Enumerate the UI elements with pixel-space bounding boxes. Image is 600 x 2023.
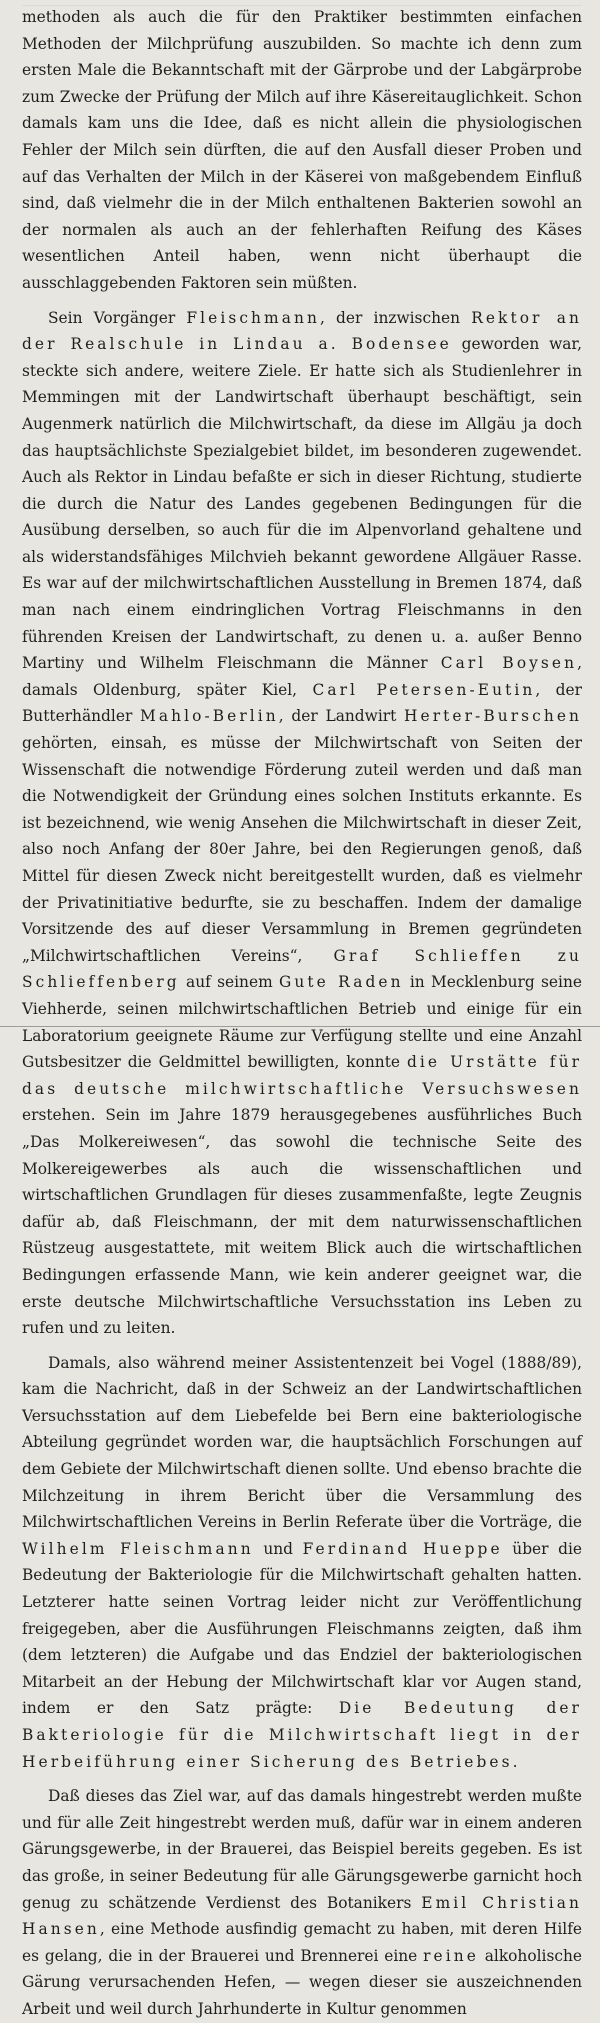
spaced-emphasis: Carl Petersen-Eutin <box>312 680 536 699</box>
spaced-emphasis: Carl Boysen <box>440 654 578 673</box>
cropped-previous-line <box>22 0 582 6</box>
spaced-emphasis: Die Bedeutung der Bakteriologie für die Milchwirtschaft liegt in der Herbeiführung einer Sicherung des Betriebes <box>22 1699 582 1771</box>
spaced-emphasis: Mahlo-Berlin <box>140 707 279 726</box>
spaced-emphasis: reine <box>423 1946 479 1965</box>
text-run: , der Landwirt <box>278 707 405 726</box>
spaced-emphasis: Herter-Burschen <box>404 707 582 726</box>
text-run: in Mecklenburg seine Viehherde, seinen milchwirtschaftlichen Betrieb und einige für ein Laboratorium geeignete Räume zur Verfügung stellte und eine Anzahl Gutsbesitzer die Geldmittel bewilligten, konnte <box>22 973 582 1072</box>
paragraph-2 <box>22 305 582 1342</box>
text-run: , der inzwischen <box>319 308 472 327</box>
text-run: auf seinem <box>179 973 279 992</box>
text-run: geworden war, steckte sich andere, weitere Ziele. Er hatte sich als Studienlehrer in Memmingen mit der Landwirtschaft überhaupt beschäftigt, sein Augenmerk natürlich die Milchwirtschaft, da diese im Allgäu ja doch das hauptsächlichste Spezialgebiet bildet, im besonderen zugewendet. Auch als Rektor in Lindau befaßte er sich in dieser Richtung, studierte die durch die Natur des Landes gegebenen Bedingungen für die Ausübung derselben, so auch für die im Alpenvorland gehaltene und als widerstandsfähiges Milchvieh bekannt gewordene Allgäuer Rasse. Es war auf der milchwirtschaftlichen Ausstellung in Bremen 1874, daß man nach einem eindringlichen Vortrag Fleischmanns in den führenden Kreisen der Landwirtschaft, zu denen u. a. außer Benno Martiny und Wilhelm Fleischmann die Männer <box>22 335 582 673</box>
text-run: Daß dieses das Ziel war, auf das damals hingestrebt werden mußte und für alle Zeit hingestrebt werden muß, dafür war in einem anderen Gärungsgewerbe, in der Brauerei, das Beispiel bereits gegeben. Es ist das große, in seiner Bedeutung für alle Gärungsgewerbe garnicht hoch genug zu schätzende Verdienst des Botanikers <box>22 1787 582 1912</box>
fold-line <box>0 1026 600 1027</box>
text-run: , der Butterhändler <box>22 680 582 726</box>
spaced-emphasis: Wilhelm Fleischmann <box>22 1539 254 1558</box>
text-run: Damals, also während meiner Assistentenzeit bei Vogel (1888/89), kam die Nachricht, daß in der Schweiz an der Landwirtschaftlichen Versuchsstation auf dem Liebefelde bei Bern eine bakteriologische Abteilung gegründet worden war, die hauptsächlich Forschungen auf dem Gebiete der Milchwirtschaft dienen sollte. Und ebenso brachte die Milchzeitung in ihrem Bericht über die Versammlung des Milchwirtschaftlichen Vereins in Berlin Referate über die Vorträge, die <box>22 1353 582 1532</box>
paragraph-4 <box>22 1783 582 2022</box>
paragraph-3 <box>22 1350 582 1776</box>
text-run: , eine Methode ausfindig gemacht zu haben, mit deren Hilfe es gelang, die in der Brauerei und Brennerei eine <box>22 1920 582 1965</box>
text-run: gehörten, einsah, es müsse der Milchwirtschaft von Seiten der Wissenschaft die notwendige Förderung zuteil werden und daß man die Notwendigkeit der Gründung eines solchen Instituts erkannte. Es ist bezeichnend, wie wenig Ansehen die Milchwirtschaft in dieser Zeit, also noch Anfang der 80er Jahre, bei den Regierungen genoß, daß Mittel für diesen Zweck nicht bereitgestellt wurden, daß es vielmehr der Privatinitiative bedurfte, sie zu beschaffen. Indem der damalige Vorsitzende des auf dieser Versammlung in Bremen gegründeten „Milchwirtschaftlichen Vereins“, <box>22 734 582 965</box>
text-run: alkoholische Gärung verursachenden Hefen, — wegen dieser sie auszeichnenden Arbeit und weil durch Jahrhunderte in Kultur genommen <box>22 1946 582 2018</box>
text-run: methoden als auch die für den Praktiker bestimmten einfachen Methoden der Milchprüfung auszubilden. So machte ich denn zum ersten Male die Bekanntschaft mit der Gärprobe und der Labgärprobe zum Zwecke der Prüfung der Milch auf ihre Käsereitauglichkeit. Schon damals kam uns die Idee, daß es nicht allein die physiologischen Fehler der Milch sein dürften, die auf den Ausfall dieser Proben und auf das Verhalten der Milch in der Käserei von maßgebendem Einfluß sind, daß vielmehr die in der Milch enthaltenen Bakterien sowohl an der normalen als auch an der fehlerhaften Reifung des Käses wesentlichen Anteil haben, wenn nicht überhaupt die ausschlaggebenden Faktoren sein müßten. <box>22 8 582 292</box>
text-run: Sein Vorgänger <box>48 308 187 327</box>
spaced-emphasis: Ferdinand Hueppe <box>302 1539 503 1558</box>
spaced-emphasis: Emil Christian Hansen <box>22 1893 582 1939</box>
paragraph-1 <box>22 4 582 297</box>
text-run: über die Bedeutung der Bakteriologie für die Milchwirtschaft gehalten hatten. Letzterer hatte seinen Vortrag leider nicht zur Veröffentlichung freigegeben, aber die Ausführungen Fleischmanns zeigten, daß ihm (dem letzteren) die Aufgabe und das Endziel der bakteriologischen Mitarbeit an der Hebung der Milchwirtschaft klar vor Augen stand, indem er den Satz prägte: <box>22 1539 583 1718</box>
spaced-emphasis: Fleischmann <box>186 308 320 327</box>
spaced-emphasis: Gute Raden <box>278 973 404 992</box>
spaced-emphasis: die Urstätte für das deutsche milchwirtschaftliche Versuchswesen <box>22 1053 583 1098</box>
spaced-emphasis: Graf Schlieffen zu Schlieffenberg <box>22 946 582 992</box>
text-run: erstehen. Sein im Jahre 1879 herausgegebenes ausführliches Buch „Das Molkereiwesen“, das sowohl die technische Seite des Molkereigewerbes als auch die wissenschaftlichen und wirtschaftlichen Grundlagen für dieses zusammenfaßte, legte Zeugnis dafür ab, daß Fleischmann, der mit dem naturwissenschaftlichen Rüstzeug ausgestattete, mit weitem Blick auch die wirtschaftlichen Bedingungen erfassende Mann, wie kein anderer geeignet war, die erste deutsche Milchwirtschaftliche Versuchsstation ins Leben zu rufen und zu leiten. <box>22 1106 582 1338</box>
text-run: , damals Oldenburg, später Kiel, <box>22 654 582 699</box>
text-run: und <box>253 1539 303 1558</box>
text-run: . <box>512 1752 518 1771</box>
spaced-emphasis: Rektor an der Realschule in Lindau a. Bodensee <box>22 308 582 354</box>
